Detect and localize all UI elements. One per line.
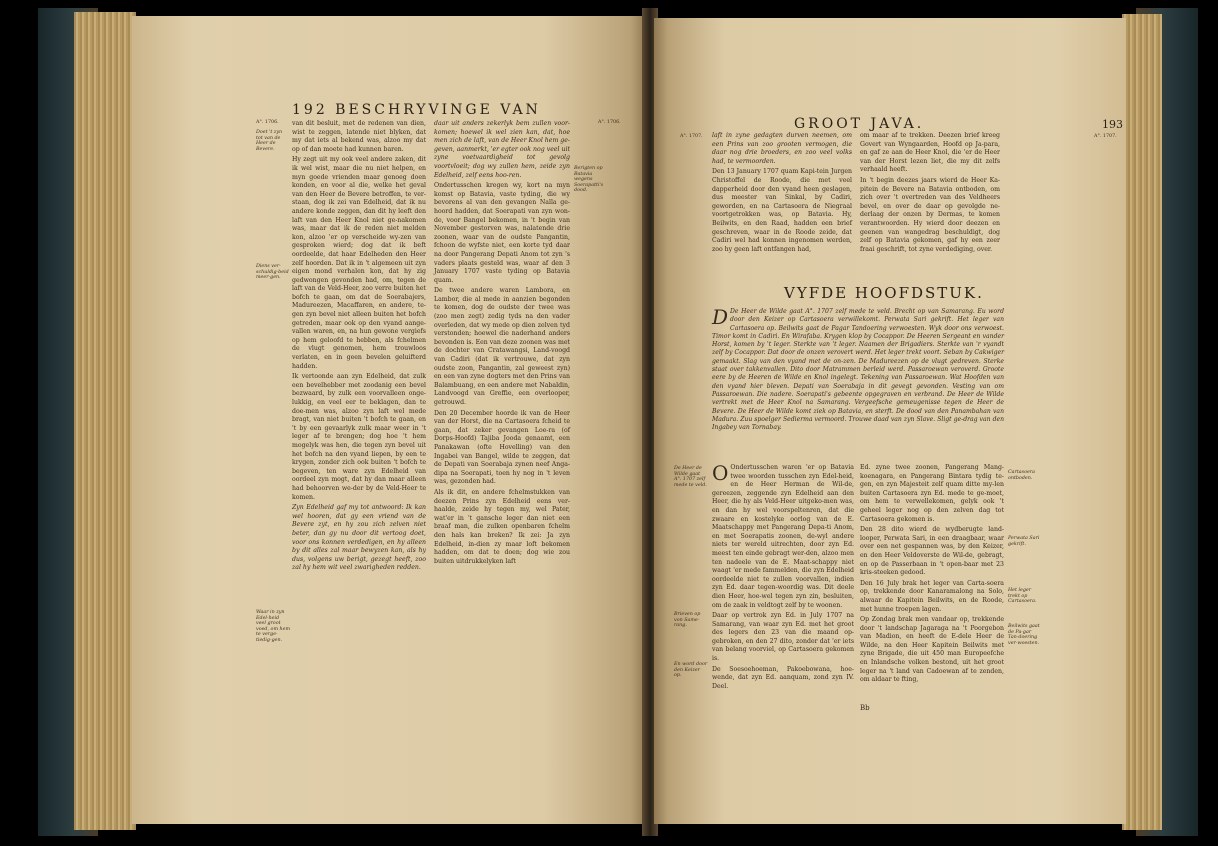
left-fore-edge [74,12,136,830]
year-note: A°. 1706. [598,120,621,125]
paragraph: Ed. zyne twee zoonen, Pangerang Mang-koenagara, en Pangerang Bintara tydig te-gen, en zyn Majesteit zelf quam ditte my-len buiten Cartasoera zyn Ed. mede te ge-moet, om hem te verwellekomen, gelyk ook 't geheel leger nog op den zelven dag tot Cartasoera gekomen is. [860,464,1004,523]
left-page [132,16,646,824]
text-column-bottom-1 [712,461,854,712]
paragraph-text: Ondertusschen waren 'er op Batavia twee woorden tusschen zyn Edel-heid, en de Heer Herman de Wil-de, gereezen, zeggende zyn Edelheid aan den Heer, die hy als Veld-Heer uitgeko-men was, en dan hy wel voorspeltenren, dat die zwaare en kostelyke oorlog van de E. Maatschappy met Pangerang Depa-ti Anom, en met Soerapatis zoonen, de-wyl andere niets ter wereld uitrechten, door zyn Ed. meest ten einde gebragt wer-den, alzoo men ten nadeele van de E. Maat-schappy niet waagt 'er mede fammelden, die zyn Edelheid oordeelde niet te zullen voorvallen, indien zyn Ed. daar tegen-woordig was. Dit deele dien Heer, hoe-wel tegen zyn zin, besluiten, om de zaak in veldtogt zelf by te woonen. [712,464,854,609]
text-column-top-2 [860,132,1000,282]
margin-note: Beilwits gaat de Pa-gar Tan-doering ver-woesten. [1008,624,1040,646]
paragraph: In 't begin deezes jaars wierd de Heer Ka-pitein de Bevere na Batavia ontboden, om zich over 't overtreden van des Veldheers bevel, en over de daar op gevolgde ne-derlaag der onzen by Dermas, te komen verantwoorden. Hy wierd door deezen en geenen van wangedrag beschuldigt, dog zelf op Batavia gekomen, gaf hy een zeer fraai geschrift, tot zyne verdediging, over. [860,176,1000,253]
chapter-title: VYFDE HOOFDSTUK. [784,284,984,302]
paragraph: Daar op vertrok zyn Ed. in July 1707 na Samarang, van waar zyn Ed. met het groot des legers den 23 van die maand op-gebroken, en den 27 dito, zonder dat 'er iets van belang voorviel, op Cartasoera gekomen is. [712,612,854,663]
margin-note: Brieven op von Same-rang. [674,612,701,629]
drop-cap: D [712,305,729,329]
year-note: A°. 1707. [1094,134,1117,139]
text-column-bottom-2 [860,464,1004,704]
paragraph [712,461,854,610]
right-fore-edge [1122,14,1162,830]
margin-note: Diens ver-schuldig-beid meer-gen. [256,264,289,281]
summary-text: De Heer de Wilde gaat A°. 1707 zelf mede te veld. Brecht op van Samarang. Eu word door den Keizer op Cartasoera verwillekomt. Perwata Sari gekrift. Het leger van Cartasoera op. Beilwits gaat de Pagar Tandoering verwoesten. Wyk door ons verwoest. Timor komt in Cadiri. En Wirafaba. Krygen klop by Cocappor. De Heeren Sergeant en vander Horst, komen by 't leger. Sterkte van 't leger. Naamen der Brigadiers. Sterkte van 'r vyandt zelf by Cocappor. Dat door de onzen verovert werd. Het leger trekt voort. Seban by Cakwiger gemaakt. Slag van den vyand met de on-zen. De Madureezen op de vlugt gedreven. Sterke staat over takkenvallen. Dito door Matrammen berleid werd. Passaroewan veroverd. Groote eere by de Heeren de Wilde en Knol ingelegt. Tekening van Passaroewan. Wat Hoofden van den vyand hier bleven. Depati van Soerabaja in dit gevegt gevonden. Vesting van om Passaroewan. Die nadere. Soerapati's gebeente opgegraven en verbrand. De Heer de Wilde vertrekt met de Heer Knol na Samarang. Vergeefsche gemeugenisse tegen de Heer de Bevere. De Heer de Wilde komt ziek op Batavia, en sterft. De dood van den Panambahan van Madura. Zuu spoelger Sedierma vermoord. Trouwe daad van zyn Slave. Sligt ge-drag van den Ingabey van Tornabay. [712,308,1004,432]
paragraph: Den 13 January 1707 quam Kapi-tein Jurgen Christoffel de Roode, die met veel dapperheid door den vyand heen geslagen, dus meester van Sinkal, by Cadiri, geworden, en na Cartasoera de Niegraal voortgetrokken was, op Batavia. Hy, Beilwits, en den Raad, hadden een brief geschreven, waar in de Roode zeide, dat Cadiri wel had konnen ingenomen werden, zoo hy geen laft ontfangen had, [712,168,852,253]
signature-mark: Bb [860,704,870,712]
paragraph: Op Zondag brak men vandaar op, trekkende door 't landschap Jagaraga na 't Poorgebon van Madion, en heeft de E-dele Heer de Wilde, na den Heer Kapitein Beilwits met zyne Brigade, die uit 450 man Europeefche en Inlandsche volken bestond, uit het groot leger na 't land van Cadoewan af te zenden, om aldaar te fting, [860,616,1004,684]
page-number: 193 [1102,118,1123,131]
margin-note: En word door den Keizer op. [674,662,708,679]
margin-note: Doet 't zyn tot van de Heer de Bevere. [256,130,283,152]
year-note: A°. 1707. [680,134,703,139]
right-page [654,18,1126,824]
margin-note: De Heer de Wilde gaat A°. 1707 zelf mede te veld. [674,466,707,488]
paragraph: Den 28 dito wierd de wydberugte land-looper, Perwata Sari, in een draagbaar, waar over een net gespannen was, by den Keizer, en den Heer Veldoverste de Wil-de, gebragt, en op de Passerbaan in 't open-baar met 23 kris-steeken gedood. [860,526,1004,577]
year-note: A°. 1706. [256,120,279,125]
paragraph: Als ik dit, en andere fchelmstukken van deezen Prins zyn Edelheid eens ver-haalde, zeide hy tegen my, wel Pater, wat'er in 't gansche leger dan niet een braaf man, die zulken openbaren fchelm den hals kan breken? Ik zei: Ja zyn Edelheid, in-dien zy maar loft bekomen hadden, om dat te doen; dog wie zou buiten uitdrukkelyken laft [434,488,570,565]
paragraph: laft in zyne gedagten durven neemen, om een Prins van zoo grooten vermogen, die daar nog drie broeders, en zoo veel volks had, te vermoorden. [712,132,852,165]
margin-note: Waar in zyn Edel-heid veel groot voed, om hem te verge-tiedig-gen. [256,610,290,643]
open-book [38,8,1198,836]
text-column-1 [292,120,426,640]
paragraph: Den 20 December hoorde ik van de Heer van der Horst, die na Cartasoera fcheid te gaan, dat zeker gevangen Loe-ra (of Dorps-Hoofd) Tajiba Jooda genaamt, een Panakawan (ofte Hovelling) van den Ingabei van Bangel, wilde te zeggen, dat de Depati van Soerabaja zynen neef Anga-dipa na Soerapati, toen hy nog in 't leven was, gezonden had. [434,409,570,486]
running-head-right: GROOT JAVA. [794,116,925,132]
paragraph: Hy zegt uit my ook veel andere zaken, dit ik wel wist, maar die nu niet helpen, en myn goede vrienden maar genoeg doen konden, en voor al die, welke het geval van den Heer de Bevere betroffen, te ver-staan, dog ik zei van Edelheid, dat ik nu andere konde zeggen, dan dit hy leeft den laft van den Heer Knol niet ge-nakomen was, maar dat ik de reden niet melden kon, alzoo 'er op verscheide wy-zen van gesproken wierd; dog dat ik beft oordeelde, dat haar Edelheden den Heer zelf hoorden. Dat ik in 't algemeen uit zyn eigen mond verhalen kon, dat hy zig gedwongen gevonden had, om, tegen de laft van de Veld-Heer, zoo verre buiten het bofch te gaan, om dat de Soerabajers, Madureezen, Macaffaren, en andere, te-gen zyn bevel niet alleen buiten het bofch getreden, maar ook op den vyand aange-vallen waren, en, na hun gewone vergiefs op hem geloofd te hebben, als fchelmen de vlugt genomen, hem trouwloos verlaten, en in geen bevelen geluifterd hadden. [292,156,426,370]
paragraph: om maar af te trekken. Deezen brief kreeg Govert van Wyngaarden, Hoofd op Ja-para, en gaf ze aan de Heer Knol, die 'er de Heer van der Horst lezen liet, die my dit zelfs verhaald heeft. [860,132,1000,174]
margin-note: Berigten op Batavia wegens Soerapatti's dood. [574,166,604,194]
paragraph: van dit besluit, met de redenen van dien, wist te zeggen, latende niet blyken, dat my dat iets al bekend was, alzoo my dat op of dan moete had kunnen baren. [292,120,426,153]
running-head-left: 192 BESCHRYVINGE VAN [292,102,541,118]
drop-cap: O [712,461,729,485]
paragraph: De Soesoehoeman, Pakoebowana, hoe-wende, dat zyn Ed. aanquam, zond zyn IV. Deel. [712,665,854,690]
paragraph: Ondertusschen kregen wy, kort na myn komst op Batavia, vaste tyding, die wy bevorens al van den gevangen Nalla ge-hoord hadden, dat Soerapati van zyn won-de, voor Bangel bekomen, in 't begin van November gestorven was, nalatende drie zoonen, waar van de oudste Pangantin, fchoon de wyfste niet, een korte tyd daar na door Pangerang Depati Anom tot zyn 's vaders plaats gesteld was, waar af den 3 January 1707 vaste tyding op Batavia quam. [434,182,570,284]
text-column-top-1 [712,132,852,282]
paragraph: Zyn Edelheid gaf my tot antwoord: Ik kan wel hooren, dat gy een vriend van de Bevere zyt, en hy zou zich zelven niet beter, dan gy nu door dit vertoog doet, voor ons konnen verdedigen, en hy alleen by dit alles zal maar bewyzen kan, als hy dus, volgens uw berigt, gezegt heeft, zoo zal hy hem wit veel zwarigheden redden. [292,504,426,572]
chapter-summary [712,305,1004,458]
paragraph: De twee andere waren Lambora, en Lambor, die al mede in aanzien begonden te komen, dog de oudste der twee was (zoo men zegt) zedig tyds na den vader overleden, dat wy mede op dien zelven tyd verstonden; hoewel die naderhand anders bevonden is. Een van deze zoonen was met de dochter van Cratawangsi, Land-voogd van Cadiri (dat ik vertrouwe, dat zyn oudste zoon, Pangantin, zal geweest zyn) en een van zyne dogters met den Prins van Balambuang, en een andere met Nabaldin, Landvoogd van Greffie, een overlooper, getrouwd. [434,287,570,406]
text-column-2 [434,120,570,700]
paragraph: daar uit anders zekerlyk bem zullen voor-komen; hoewel ik wel zien kan, dat, hoe men zich de laft, van de Heer Knol hem ge-geven, aanmerkt, 'er egter ook nog veel uit zyne voetvaardigheid tot gevolg voortvloeit; dog wy zullen hem, zeide zyn Edelheid, zelf eens hoo-ren. [434,120,570,179]
margin-note: Cartasoera ontboden. [1008,470,1035,481]
paragraph: Ik vertoonde aan zyn Edelheid, dat zulk een bevelhebber met zoodanig een bevel bezwaard, by zulk een voorvalleen onge-lukkig, en veel eer te beklagen, dan te doe-men was, alzoo zyn laft wel mede bragt, van niet buiten 't bofch te gaan, en 't by een gevaarlyk zulk maar weer in 't leger af te brengen; dog hoe 't hem mogelyk was hen, die tegen zyn bevel uit het bofch na den vyand liepen, by een te krygen, zonder zich ook buiten 't bofch te begeven, ten ware zyn Edelheid van oordeel zyn mogt, dat hy dan maar alleen had behoorven we-der by de Veld-Heer te komen. [292,373,426,501]
margin-note: Perwata Sari gekrift. [1008,536,1040,547]
paragraph: Den 16 July brak het leger van Carta-soera op, trekkende door Kanaramalong na Solo, alwaar de Kapitein Beilwits, en de Roode, met hunne troepen lagen. [860,579,1004,613]
margin-note: Het leger trekt op Cartasoera. [1008,588,1037,605]
